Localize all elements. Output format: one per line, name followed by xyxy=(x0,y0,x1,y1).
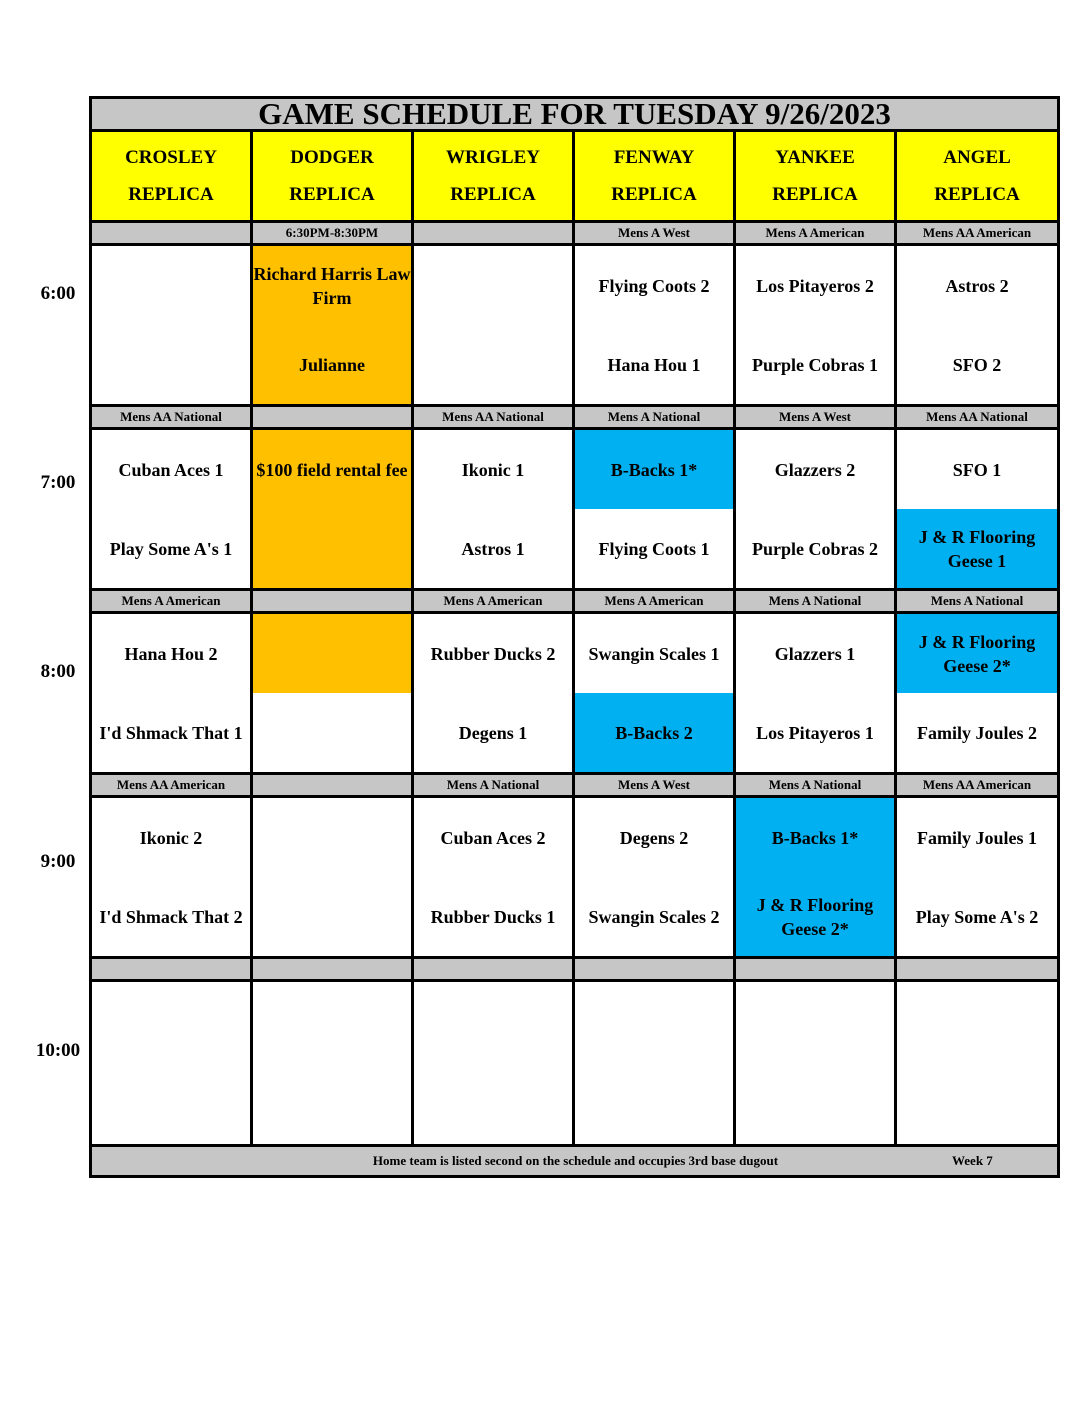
field-name: YANKEE xyxy=(775,147,855,168)
division-cell: Mens AA National xyxy=(896,406,1059,429)
team-cell: Degens 2 xyxy=(574,797,735,878)
team-cell: Swangin Scales 1 xyxy=(574,613,735,694)
field-sub: REPLICA xyxy=(450,184,536,205)
team-cell: Ikonic 2 xyxy=(91,797,252,878)
team-cell xyxy=(91,245,252,326)
schedule-table xyxy=(89,96,1060,1178)
game-row-home xyxy=(91,509,1059,590)
team-cell xyxy=(91,325,252,406)
field-header xyxy=(413,131,574,222)
team-cell: J & R Flooring Geese 2* xyxy=(735,877,896,958)
team-cell: I'd Shmack That 1 xyxy=(91,693,252,774)
team-cell: Hana Hou 2 xyxy=(91,613,252,694)
field-sub: REPLICA xyxy=(772,184,858,205)
time-label-8: 8:00 xyxy=(40,661,76,682)
game-row-away xyxy=(91,797,1059,878)
team-cell: B-Backs 1* xyxy=(735,797,896,878)
game-row-home xyxy=(91,877,1059,958)
empty-cell xyxy=(413,981,574,1146)
team-cell: Family Joules 2 xyxy=(896,693,1059,774)
footer-note-wrap xyxy=(92,1153,1057,1169)
field-sub: REPLICA xyxy=(289,184,375,205)
division-cell xyxy=(252,590,413,613)
field-header xyxy=(574,131,735,222)
division-row xyxy=(91,774,1059,797)
division-cell xyxy=(91,222,252,245)
team-cell: Swangin Scales 2 xyxy=(574,877,735,958)
division-cell: Mens AA American xyxy=(91,774,252,797)
division-cell: Mens AA National xyxy=(413,406,574,429)
team-cell: $100 field rental fee xyxy=(252,429,413,510)
team-cell: Degens 1 xyxy=(413,693,574,774)
team-cell: Flying Coots 1 xyxy=(574,509,735,590)
team-cell: SFO 1 xyxy=(896,429,1059,510)
division-cell xyxy=(413,222,574,245)
title-row xyxy=(91,98,1059,131)
time-label-7: 7:00 xyxy=(40,472,76,493)
team-cell xyxy=(413,245,574,326)
team-cell: Los Pitayeros 2 xyxy=(735,245,896,326)
field-header-row xyxy=(91,131,1059,222)
team-cell: Astros 1 xyxy=(413,509,574,590)
week-label: Week 7 xyxy=(952,1153,993,1168)
field-sub: REPLICA xyxy=(934,184,1020,205)
team-cell: Los Pitayeros 1 xyxy=(735,693,896,774)
division-cell: Mens A American xyxy=(91,590,252,613)
division-cell: Mens A American xyxy=(735,222,896,245)
team-cell xyxy=(252,693,413,774)
division-row xyxy=(91,222,1059,245)
field-sub: REPLICA xyxy=(611,184,697,205)
division-row xyxy=(91,406,1059,429)
team-cell xyxy=(252,877,413,958)
team-cell xyxy=(252,613,413,694)
division-cell: Mens A West xyxy=(574,774,735,797)
field-header xyxy=(91,131,252,222)
division-row xyxy=(91,958,1059,981)
division-cell: Mens AA American xyxy=(896,774,1059,797)
division-cell: Mens A American xyxy=(574,590,735,613)
team-cell: Cuban Aces 2 xyxy=(413,797,574,878)
division-cell xyxy=(91,958,252,981)
division-cell: Mens AA American xyxy=(896,222,1059,245)
game-row-away xyxy=(91,429,1059,510)
division-cell: Mens A National xyxy=(896,590,1059,613)
division-cell xyxy=(252,406,413,429)
division-cell: Mens A American xyxy=(413,590,574,613)
field-header xyxy=(896,131,1059,222)
field-name: CROSLEY xyxy=(125,147,217,168)
team-cell: Purple Cobras 2 xyxy=(735,509,896,590)
division-cell: Mens A West xyxy=(574,222,735,245)
division-cell xyxy=(252,958,413,981)
team-cell: Julianne xyxy=(252,325,413,406)
empty-cell xyxy=(896,981,1059,1146)
team-cell: Play Some A's 1 xyxy=(91,509,252,590)
team-cell: Glazzers 2 xyxy=(735,429,896,510)
division-cell xyxy=(735,958,896,981)
empty-cell xyxy=(252,981,413,1146)
team-cell: Hana Hou 1 xyxy=(574,325,735,406)
empty-cell xyxy=(574,981,735,1146)
empty-cell xyxy=(735,981,896,1146)
division-cell: Mens A West xyxy=(735,406,896,429)
field-header xyxy=(735,131,896,222)
division-cell xyxy=(252,774,413,797)
team-cell: Astros 2 xyxy=(896,245,1059,326)
footer-cell xyxy=(91,1146,1059,1177)
team-cell: Cuban Aces 1 xyxy=(91,429,252,510)
game-row-home xyxy=(91,693,1059,774)
team-cell: Flying Coots 2 xyxy=(574,245,735,326)
team-cell: Glazzers 1 xyxy=(735,613,896,694)
field-name: ANGEL xyxy=(943,147,1011,168)
team-cell: Ikonic 1 xyxy=(413,429,574,510)
team-cell: Rubber Ducks 1 xyxy=(413,877,574,958)
team-cell: Richard Harris Law Firm xyxy=(252,245,413,326)
team-cell: J & R Flooring Geese 2* xyxy=(896,613,1059,694)
game-row-away xyxy=(91,613,1059,694)
division-cell xyxy=(896,958,1059,981)
team-cell: B-Backs 2 xyxy=(574,693,735,774)
division-cell: Mens A National xyxy=(735,774,896,797)
team-cell xyxy=(252,797,413,878)
team-cell: Purple Cobras 1 xyxy=(735,325,896,406)
division-cell: Mens A National xyxy=(735,590,896,613)
time-label-9: 9:00 xyxy=(40,851,76,872)
empty-slot-row xyxy=(91,981,1059,1146)
field-name: FENWAY xyxy=(613,147,695,168)
empty-cell xyxy=(91,981,252,1146)
schedule-title: GAME SCHEDULE FOR TUESDAY 9/26/2023 xyxy=(91,98,1059,131)
footer-note: Home team is listed second on the schedule and occupies 3rd base dugout xyxy=(372,1153,779,1168)
division-cell: Mens A National xyxy=(413,774,574,797)
division-cell xyxy=(413,958,574,981)
field-header xyxy=(252,131,413,222)
team-cell xyxy=(413,325,574,406)
field-sub: REPLICA xyxy=(128,184,214,205)
team-cell: SFO 2 xyxy=(896,325,1059,406)
game-row-home xyxy=(91,325,1059,406)
team-cell xyxy=(252,509,413,590)
division-cell: Mens A National xyxy=(574,406,735,429)
footer-row xyxy=(91,1146,1059,1177)
team-cell: J & R Flooring Geese 1 xyxy=(896,509,1059,590)
team-cell: I'd Shmack That 2 xyxy=(91,877,252,958)
team-cell: Play Some A's 2 xyxy=(896,877,1059,958)
game-row-away xyxy=(91,245,1059,326)
team-cell: Rubber Ducks 2 xyxy=(413,613,574,694)
field-name: DODGER xyxy=(290,147,374,168)
field-name: WRIGLEY xyxy=(446,147,540,168)
division-cell xyxy=(574,958,735,981)
time-label-6: 6:00 xyxy=(40,283,76,304)
division-cell: Mens AA National xyxy=(91,406,252,429)
team-cell: B-Backs 1* xyxy=(574,429,735,510)
time-label-10: 10:00 xyxy=(35,1040,81,1061)
division-cell: 6:30PM-8:30PM xyxy=(252,222,413,245)
team-cell: Family Joules 1 xyxy=(896,797,1059,878)
division-row xyxy=(91,590,1059,613)
